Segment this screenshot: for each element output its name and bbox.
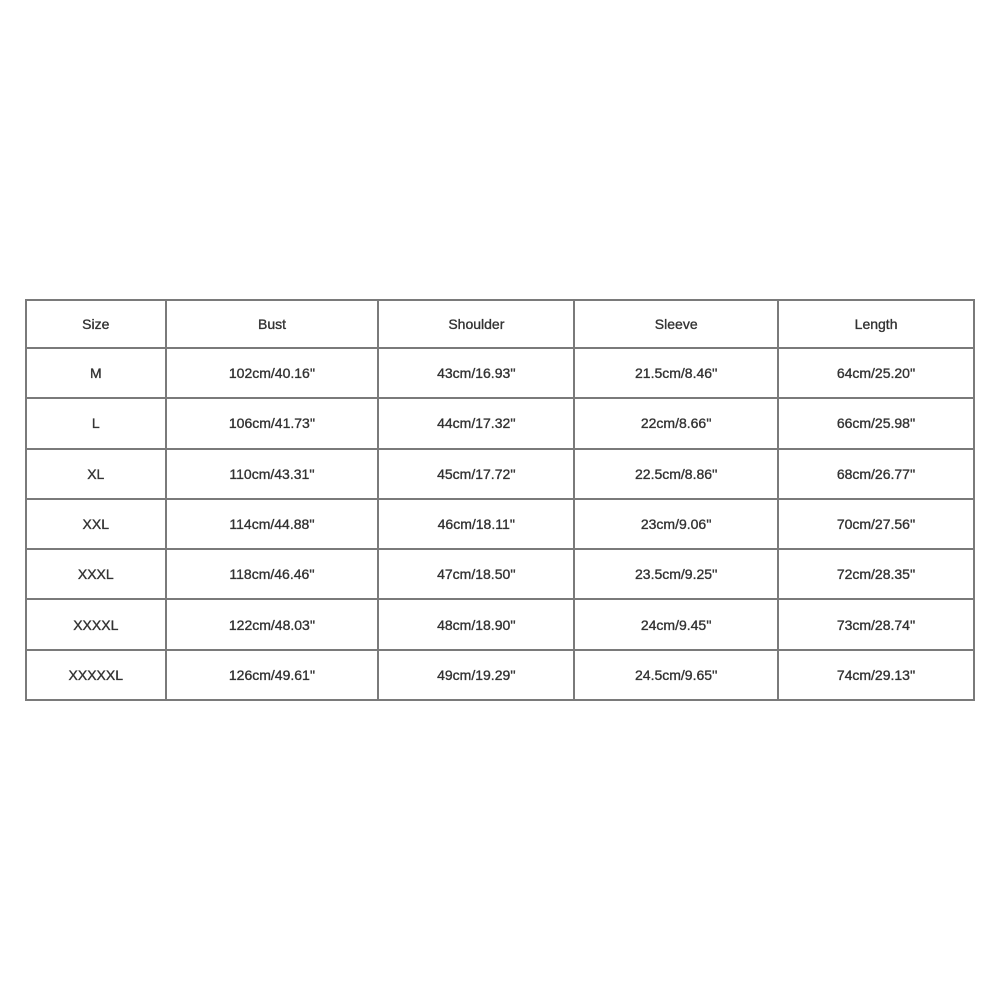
table-row — [26, 499, 974, 549]
cell-bust: 114cm/44.88'' — [166, 499, 379, 549]
cell-shoulder: 47cm/18.50'' — [378, 549, 574, 599]
cell-sleeve: 22.5cm/8.86'' — [574, 449, 778, 499]
size-chart-table — [25, 299, 975, 701]
cell-size: XL — [26, 449, 166, 499]
header-sleeve: Sleeve — [574, 300, 778, 348]
cell-length: 68cm/26.77'' — [778, 449, 974, 499]
cell-shoulder: 44cm/17.32'' — [378, 398, 574, 448]
table-row — [26, 650, 974, 700]
cell-size: XXL — [26, 499, 166, 549]
cell-size: XXXL — [26, 549, 166, 599]
cell-bust: 102cm/40.16'' — [166, 348, 379, 398]
cell-bust: 122cm/48.03'' — [166, 599, 379, 649]
table-row — [26, 348, 974, 398]
cell-size: XXXXXL — [26, 650, 166, 700]
cell-bust: 110cm/43.31'' — [166, 449, 379, 499]
cell-size: L — [26, 398, 166, 448]
cell-sleeve: 23cm/9.06'' — [574, 499, 778, 549]
table-row — [26, 449, 974, 499]
table-row — [26, 599, 974, 649]
table-header-row — [26, 300, 974, 348]
cell-length: 72cm/28.35'' — [778, 549, 974, 599]
cell-size: XXXXL — [26, 599, 166, 649]
cell-shoulder: 48cm/18.90'' — [378, 599, 574, 649]
table-row — [26, 398, 974, 448]
cell-length: 66cm/25.98'' — [778, 398, 974, 448]
cell-shoulder: 49cm/19.29'' — [378, 650, 574, 700]
cell-shoulder: 46cm/18.11'' — [378, 499, 574, 549]
cell-bust: 106cm/41.73'' — [166, 398, 379, 448]
cell-bust: 126cm/49.61'' — [166, 650, 379, 700]
header-shoulder: Shoulder — [378, 300, 574, 348]
header-length: Length — [778, 300, 974, 348]
cell-size: M — [26, 348, 166, 398]
table-row — [26, 549, 974, 599]
cell-length: 64cm/25.20'' — [778, 348, 974, 398]
header-size: Size — [26, 300, 166, 348]
cell-sleeve: 24cm/9.45'' — [574, 599, 778, 649]
cell-bust: 118cm/46.46'' — [166, 549, 379, 599]
cell-shoulder: 45cm/17.72'' — [378, 449, 574, 499]
header-bust: Bust — [166, 300, 379, 348]
cell-sleeve: 22cm/8.66'' — [574, 398, 778, 448]
cell-shoulder: 43cm/16.93'' — [378, 348, 574, 398]
cell-length: 70cm/27.56'' — [778, 499, 974, 549]
cell-length: 73cm/28.74'' — [778, 599, 974, 649]
cell-length: 74cm/29.13'' — [778, 650, 974, 700]
cell-sleeve: 21.5cm/8.46'' — [574, 348, 778, 398]
cell-sleeve: 23.5cm/9.25'' — [574, 549, 778, 599]
cell-sleeve: 24.5cm/9.65'' — [574, 650, 778, 700]
